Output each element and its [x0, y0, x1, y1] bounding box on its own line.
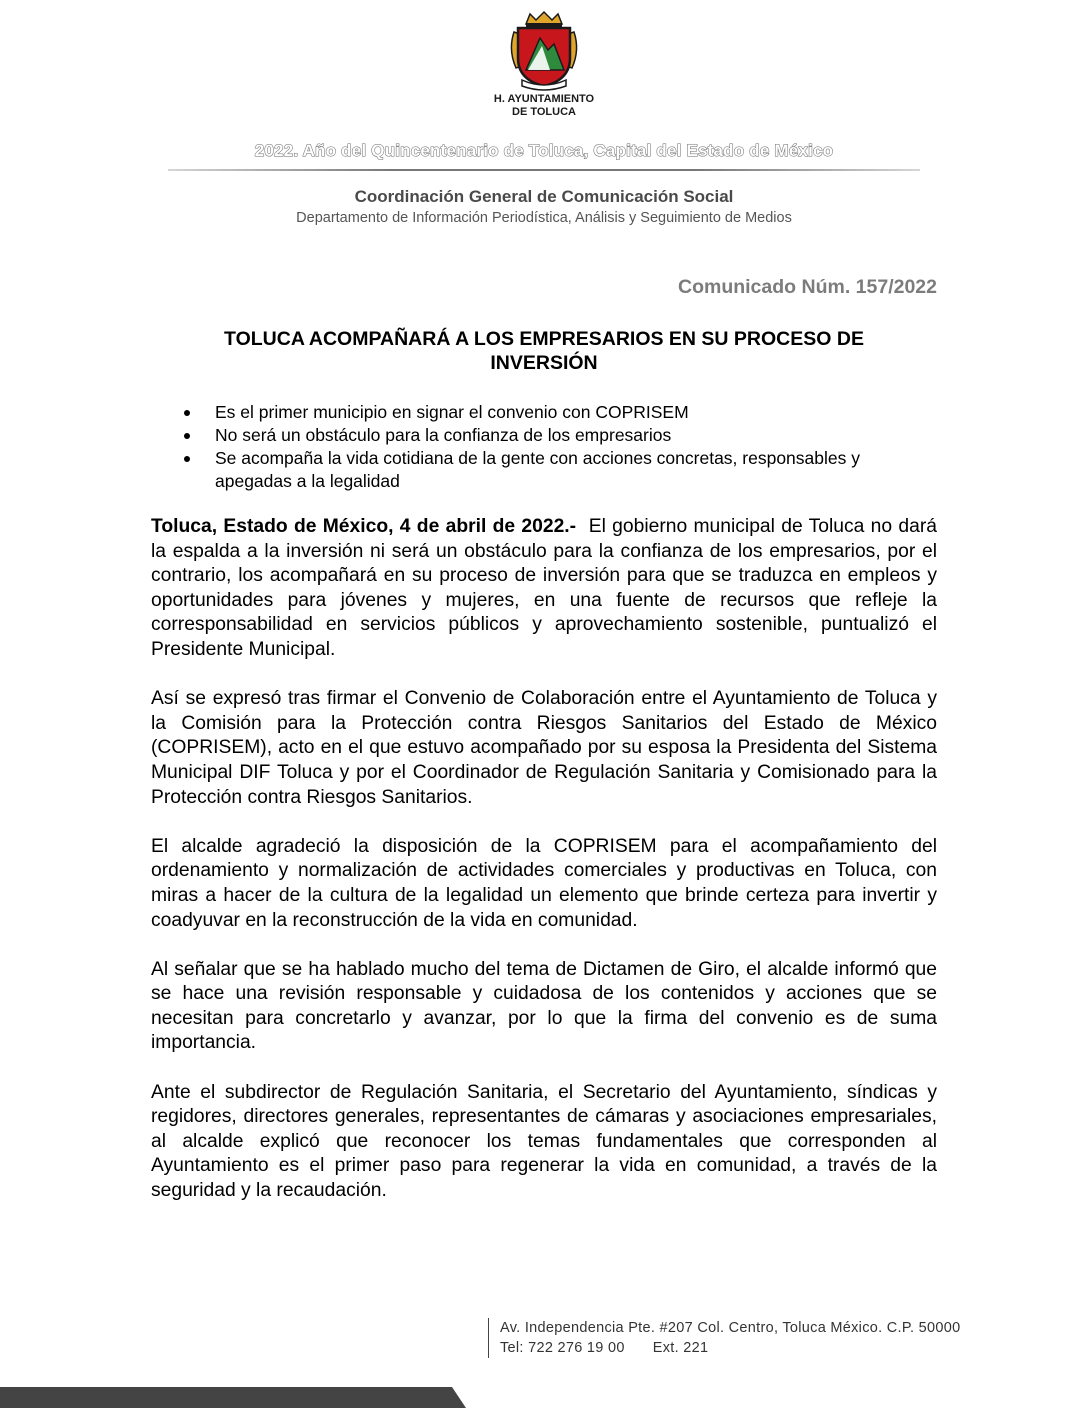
header-logo	[0, 10, 1088, 118]
bullet-text: Se acompaña la vida cotidiana de la gente con acciones concretas, responsables y apegadas a la legalidad	[215, 448, 860, 491]
paragraph-3: El alcalde agradeció la disposición de la COPRISEM para el acompañamiento del ordenamiento y normalización de actividades comerciales y productivas en Toluca, con miras a hacer de la cultura de la legalidad un elemento que brinde certeza para invertir y coadyuvar en la reconstrucción de la vida en comunidad.	[151, 835, 937, 931]
paragraph-2: Así se expresó tras firmar el Convenio de Colaboración entre el Ayuntamiento de Toluca y la Comisión para la Protección contra Riesgos Sanitarios del Estado de México (COPRISEM), acto en el que estuvo acompañado por su esposa la Presidenta del Sistema Municipal DIF Toluca y por el Coordinador de Regulación Sanitaria y Comisionado para la Protección contra Riesgos Sanitarios.	[151, 688, 937, 808]
bullet-dot-icon	[184, 456, 190, 462]
footer-band	[0, 1387, 480, 1408]
bullet-item	[178, 424, 938, 447]
summary-bullets	[178, 401, 938, 493]
paragraph-1-text: El gobierno municipal de Toluca no dará la espalda a la inversión ni será un obstáculo para la confianza de los empresarios, por el contrario, los acompañará en su proceso de inversión para que se traduzca en empleos y oportunidades para jóvenes y mujeres, en una fuente de recursos que refleje la corresponsabilidad en servicios públicos y aprovechamiento sostenible, puntualizó el Presidente Municipal.	[151, 516, 938, 660]
bullet-text: No será un obstáculo para la confianza de los empresarios	[215, 425, 672, 445]
paragraph-5: Ante el subdirector de Regulación Sanitaria, el Secretario del Ayuntamiento, síndicas y regidores, directores generales, representantes de cámaras y asociaciones empresariales, al alcalde explicó que reconocer los temas fundamentales que corresponden al Ayuntamiento es el primer paso para regenerar la vida en comunidad, a través de la seguridad y la recaudación.	[151, 1081, 937, 1202]
coat-of-arms-icon	[506, 10, 582, 92]
paragraph-1	[151, 515, 937, 663]
logo-title-line1: H. AYUNTAMIENTO	[493, 93, 595, 105]
bullet-dot-icon	[184, 410, 190, 416]
dateline: Toluca, Estado de México, 4 de abril de 2022.-	[151, 516, 577, 537]
headline	[150, 327, 938, 375]
logo-title-line2: DE TOLUCA	[512, 106, 576, 118]
year-motto: 2022. Año del Quincentenario de Toluca, Capital del Estado de México	[254, 141, 834, 160]
bullet-text: Es el primer municipio en signar el convenio con COPRISEM	[215, 402, 689, 422]
footer-contact	[488, 1318, 960, 1358]
header-divider	[168, 169, 920, 171]
footer-phone-line	[500, 1338, 960, 1358]
communique-number: Comunicado Núm. 157/2022	[677, 276, 937, 298]
bullet-dot-icon	[184, 433, 190, 439]
headline-line-1: TOLUCA ACOMPAÑARÁ A LOS EMPRESARIOS EN SU PROCESO DE	[224, 328, 864, 350]
footer-tel: Tel: 722 276 19 00	[500, 1340, 625, 1356]
footer-address: Av. Independencia Pte. #207 Col. Centro, Toluca México. C.P. 50000	[500, 1320, 961, 1336]
footer-ext: Ext. 221	[652, 1340, 709, 1356]
department-subtitle: Departamento de Información Periodística, Análisis y Seguimiento de Medios	[296, 210, 792, 226]
bullet-item	[178, 447, 938, 493]
article-body	[151, 515, 937, 1228]
paragraph-4: Al señalar que se ha hablado mucho del tema de Dictamen de Giro, el alcalde informó que se hace una revisión responsable y cuidadosa de los contenidos y acciones que se necesitan para concretarlo y avanzar, por lo que la firma del convenio es de suma importancia.	[151, 958, 937, 1054]
bullet-item	[178, 401, 938, 424]
headline-line-2: INVERSIÓN	[490, 352, 598, 374]
coordination-title: Coordinación General de Comunicación Social	[354, 187, 734, 206]
